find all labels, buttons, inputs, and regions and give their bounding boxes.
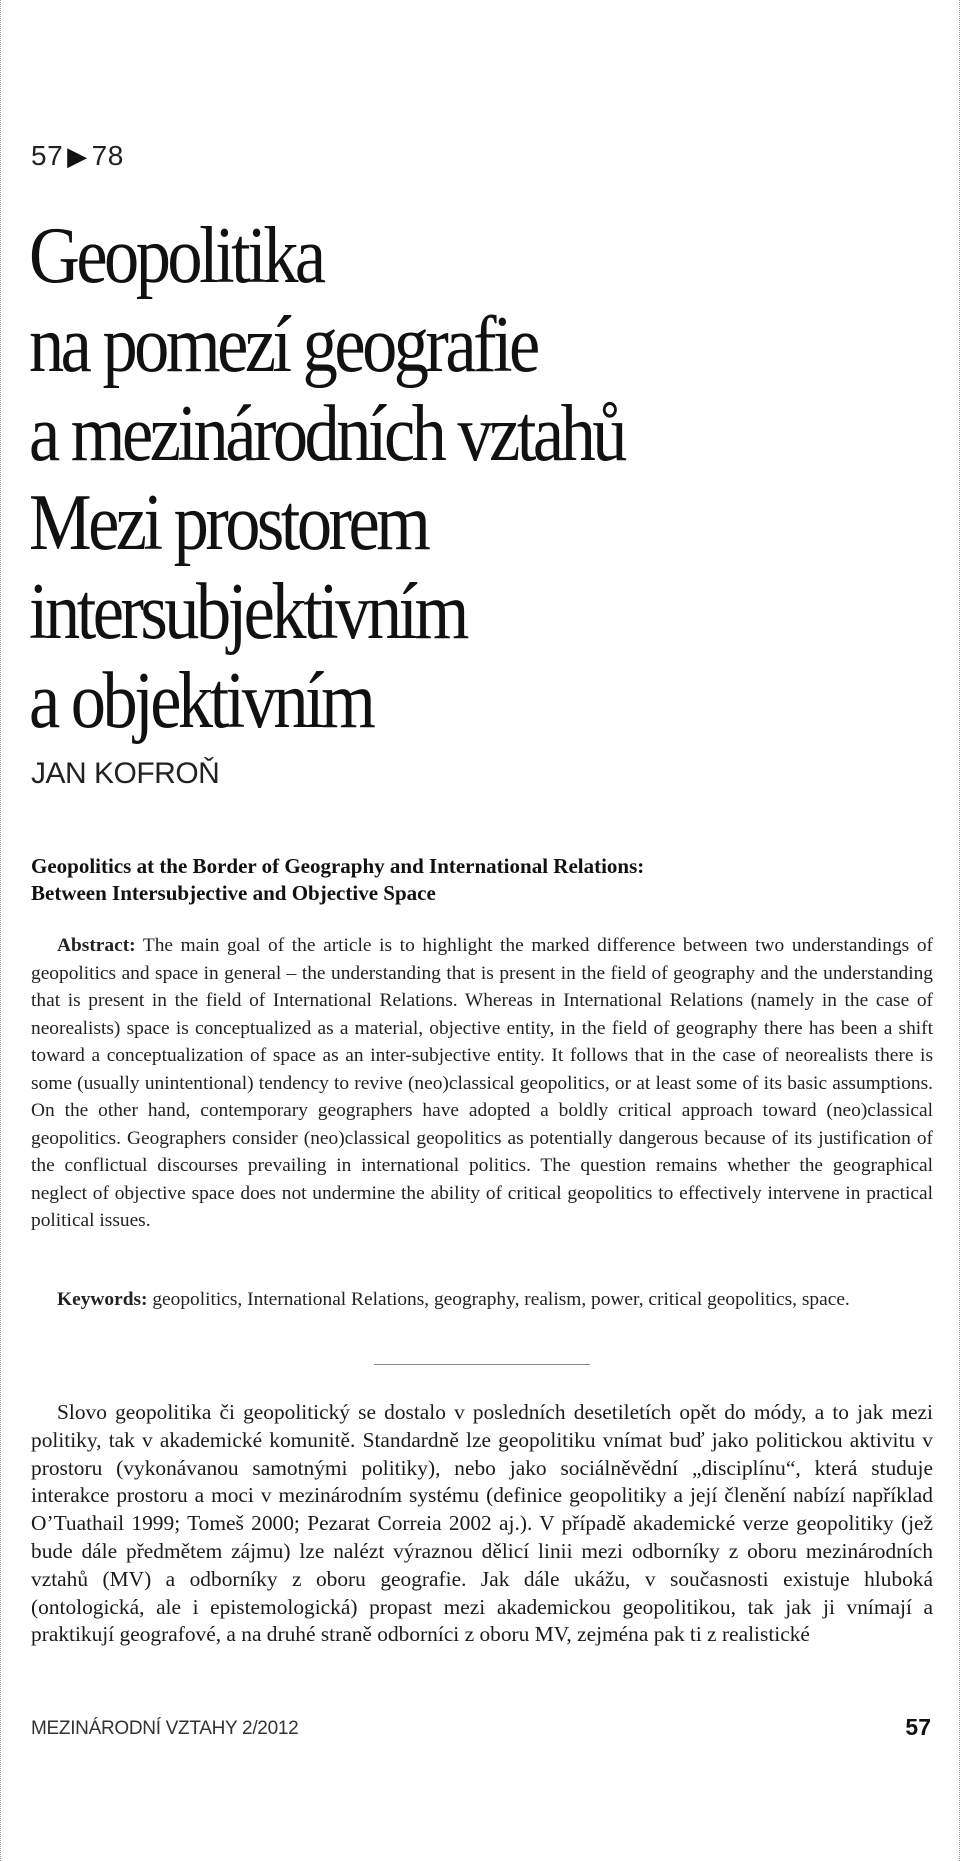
abstract-label: Abstract: [57, 935, 136, 956]
page-start: 57 [31, 140, 64, 171]
title-line: Mezi prostorem [29, 479, 428, 567]
author-name: JAN KOFROŇ [31, 757, 220, 790]
english-title [31, 853, 931, 907]
english-title-line: Between Intersubjective and Objective Space [31, 881, 436, 905]
title-line: intersubjektivním [29, 568, 466, 656]
footer-page-number: 57 [905, 1714, 931, 1740]
english-title-line: Geopolitics at the Border of Geography and International Relations: [31, 854, 645, 878]
body-paragraph: Slovo geopolitika či geopolitický se dostalo v posledních desetiletích opět do módy, a to jak mezi politiky, tak v akademické komunitě. Standardně lze geopolitiku vnímat buď jako politickou aktivitu v prostoru (vykonávanou samotnými politiky), nebo jako sociálněvědní „disciplínu“, která studuje interakce prostoru a moci v mezinárodním systému (definice geopolitiky a její členění nabízí například O’Tuathail 1999; Tomeš 2000; Pezarat Correia 2002 aj.). V případě akademické verze geopolitiky (jež bude dále předmětem zájmu) lze nalézt výraznou dělicí linii mezi odborníky z oboru mezinárodních vztahů (MV) a odborníky z oboru geografie. Jak dále ukážu, v současnosti existuje hluboká (ontologická, ale i epistemologická) propast mezi akademickou geopolitikou, tak jak ji vnímají a praktikují geografové, a na druhé straně odborníci z oboru MV, zejména pak ti z realistické [31, 1400, 933, 1647]
title-line: a objektivním [29, 657, 373, 745]
section-divider [374, 1364, 590, 1365]
keywords [31, 1286, 933, 1314]
keywords-text: geopolitics, International Relations, geography, realism, power, critical geopolitics, space. [152, 1289, 850, 1310]
abstract [31, 932, 933, 1235]
title-line: na pomezí geografie [29, 301, 537, 389]
title-line: Geopolitika [29, 212, 323, 300]
triangle-right-icon: ▶ [67, 141, 88, 171]
abstract-text: The main goal of the article is to highlight the marked difference between two understandings of geopolitics and space in general – the understanding that is present in the field of geography and the understanding that is present in the field of International Relations. Whereas in International Relations (namely in the case of neorealists) space is conceptualized as a material, objective entity, in the field of geography there has been a shift toward a conceptualization of space as an inter-subjective entity. It follows that in the case of neorealists there is some (usually unintentional) tendency to revive (neo)classical geopolitics, or at least some of its basic assumptions. On the other hand, contemporary geographers have adopted a boldly critical approach toward (neo)classical geopolitics. Geographers consider (neo)classical geopolitics as potentially dangerous because of its justification of the conflictual discourses prevailing in international politics. The question remains whether the geographical neglect of objective space does not undermine the ability of critical geopolitics to effectively intervene in practical political issues. [31, 935, 933, 1231]
page-end: 78 [91, 140, 124, 171]
article-title [29, 212, 821, 746]
keywords-label: Keywords: [57, 1289, 148, 1310]
footer-journal: MEZINÁRODNÍ VZTAHY 2/2012 [31, 1718, 299, 1739]
title-line: a mezinárodních vztahů [29, 390, 624, 478]
page-range [31, 140, 124, 172]
